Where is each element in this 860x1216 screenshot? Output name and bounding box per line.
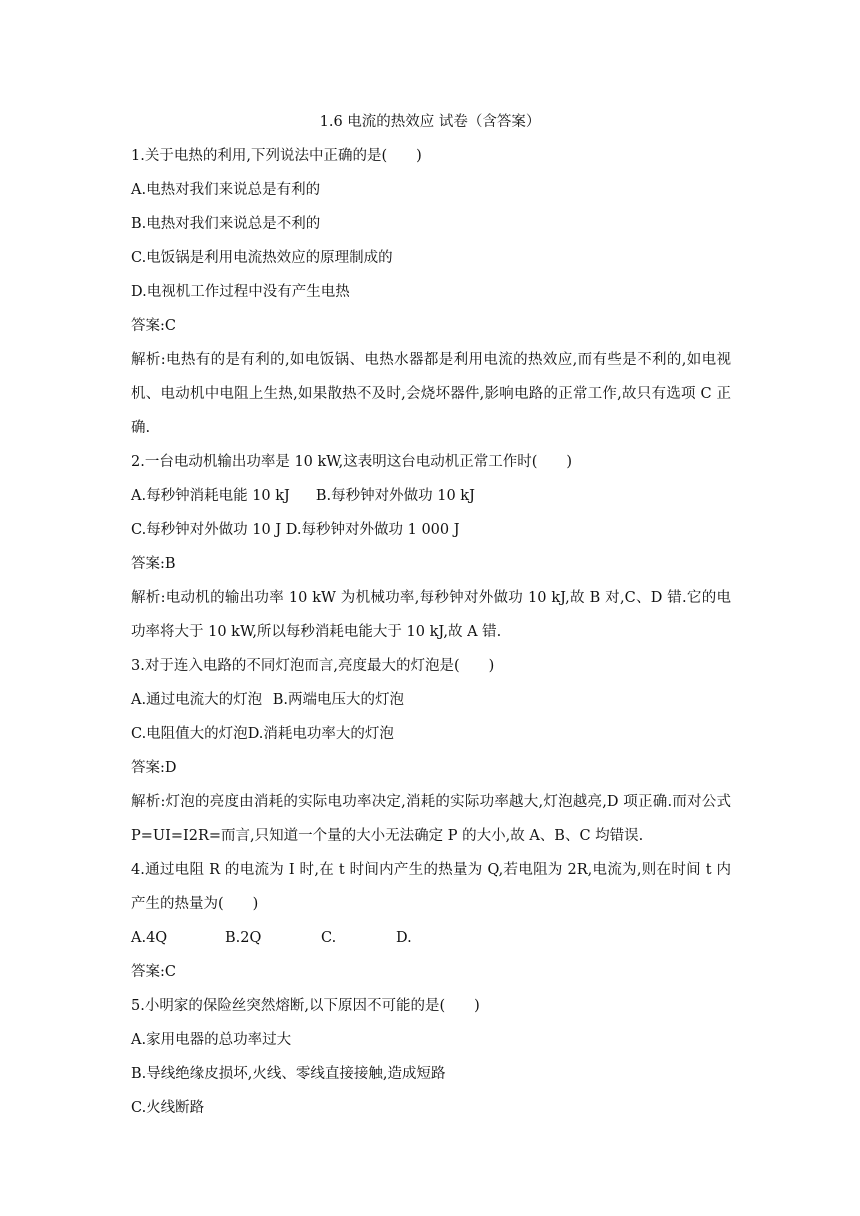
- question-3-option-c: C.电阻值大的灯泡: [131, 726, 248, 742]
- question-2-option-c: C.每秒钟对外做功 10 J: [131, 522, 282, 538]
- question-3-answer: 答案:D: [131, 760, 177, 776]
- question-2-options-row-2: [131, 519, 731, 541]
- question-5-option-b: B.导线绝缘皮损坏,火线、零线直接接触,造成短路: [131, 1066, 446, 1082]
- question-2-options-row-1: [131, 485, 731, 507]
- question-2-stem: 2.一台电动机输出功率是 10 kW,这表明这台电动机正常工作时( ): [131, 454, 573, 470]
- question-3-option-a: A.通过电流大的灯泡: [131, 692, 263, 708]
- question-1-answer: 答案:C: [131, 318, 176, 334]
- question-2-option-a: A.每秒钟消耗电能 10 kJ: [131, 488, 290, 504]
- question-3-options-row-1: [131, 689, 731, 711]
- question-1-option-a: A.电热对我们来说总是有利的: [131, 182, 321, 198]
- question-5-option-a: A.家用电器的总功率过大: [131, 1032, 292, 1048]
- question-2-option-d: D.每秒钟对外做功 1 000 J: [285, 522, 460, 538]
- question-5-option-c: C.火线断路: [131, 1100, 205, 1116]
- question-4-answer: 答案:C: [131, 964, 176, 980]
- question-4-option-c: C.: [321, 930, 337, 946]
- question-4-option-b: B.2Q: [225, 930, 262, 946]
- question-1-stem: 1.关于电热的利用,下列说法中正确的是( ): [131, 148, 422, 164]
- question-4-stem: 4.通过电阻 R 的电流为 I 时,在 t 时间内产生的热量为 Q,若电阻为 2R,电流为,则在时间 t 内产生的热量为( ): [131, 862, 731, 912]
- question-5-stem: 5.小明家的保险丝突然熔断,以下原因不可能的是( ): [131, 998, 480, 1014]
- question-3-option-d: D.消耗电功率大的灯泡: [247, 726, 394, 742]
- question-2-analysis: 解析:电动机的输出功率 10 kW 为机械功率,每秒钟对外做功 10 kJ,故 B 对,C、D 错.它的电功率将大于 10 kW,所以每秒消耗电能大于 10 kJ,故 A 错.: [131, 590, 731, 640]
- question-1-option-d: D.电视机工作过程中没有产生电热: [131, 284, 350, 300]
- question-3-options-row-2: [131, 723, 731, 745]
- question-3-option-b: B.两端电压大的灯泡: [272, 692, 404, 708]
- question-4-option-d: D.: [396, 930, 412, 946]
- question-2-answer: 答案:B: [131, 556, 176, 572]
- question-1-option-b: B.电热对我们来说总是不利的: [131, 216, 321, 232]
- question-3-analysis: 解析:灯泡的亮度由消耗的实际电功率决定,消耗的实际功率越大,灯泡越亮,D 项正确.而对公式 P=UI=I2R=而言,只知道一个量的大小无法确定 P 的大小,故 A、B、C 均错误.: [131, 794, 731, 844]
- question-4-options-row: [131, 927, 731, 949]
- page-title: 1.6 电流的热效应 试卷（含答案）: [319, 114, 541, 130]
- question-list: [131, 145, 731, 1131]
- question-1-analysis: 解析:电热有的是有利的,如电饭锅、电热水器都是利用电流的热效应,而有些是不利的,如电视机、电动机中电阻上生热,如果散热不及时,会烧坏器件,影响电路的正常工作,故只有选项 C 正确.: [131, 352, 731, 436]
- question-2-option-b: B.每秒钟对外做功 10 kJ: [315, 488, 475, 504]
- question-1-option-c: C.电饭锅是利用电流热效应的原理制成的: [131, 250, 393, 266]
- question-4-option-a: A.4Q: [131, 930, 168, 946]
- question-3-stem: 3.对于连入电路的不同灯泡而言,亮度最大的灯泡是( ): [131, 658, 495, 674]
